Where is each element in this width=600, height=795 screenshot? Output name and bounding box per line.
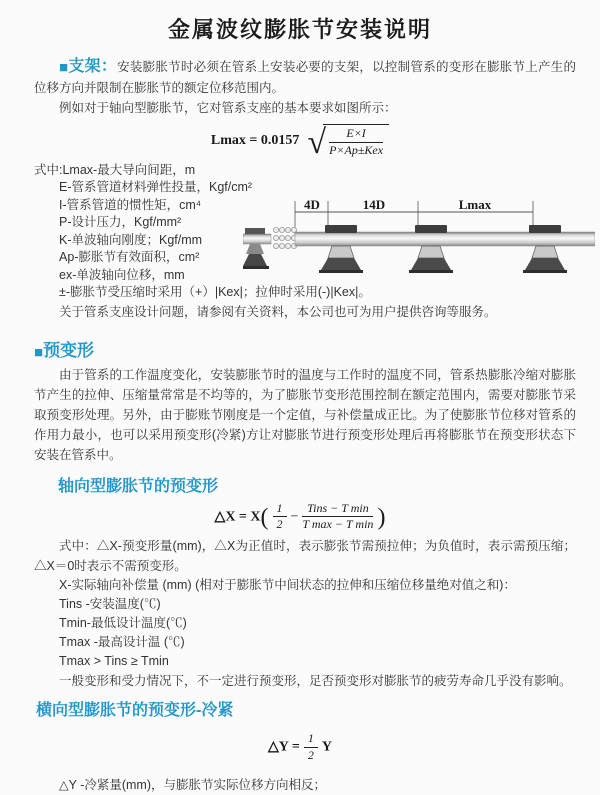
variable-line: Tmin-最低设计温度(℃) — [59, 616, 187, 631]
pipe-support-diagram — [243, 192, 595, 288]
close-paren: ) — [377, 503, 386, 530]
variable-line: Ap-膨胀节有效面积，cm² — [59, 250, 200, 265]
support-section-heading: 支架： — [68, 58, 118, 75]
variable-line: Tmax > Tins ≥ Tmin — [59, 654, 169, 669]
formula-lhs: △X = X — [214, 509, 261, 525]
variable-line: ex-单波轴向位移，mm — [59, 267, 185, 282]
axial-explain-paragraph: 式中：△X-预变形量(mm)，△X为正值时，表示膨张节需预拉伸；为负值时，表示需预压缩；△X＝0时表示不需预变形。 — [34, 539, 576, 574]
fraction-denominator: 2 — [307, 747, 314, 762]
lateral-explain-line: △Y -冷紧量(mm)，与膨胀节实际位移方向相反； — [59, 777, 327, 792]
variable-line: Tmax -最高设计温 (℃) — [59, 635, 185, 650]
page-title: 金属波纹膨胀节安装说明 — [167, 17, 432, 42]
variable-line: K-单波轴向刚度；Kgf/mm — [59, 232, 203, 247]
temperature-fraction — [302, 502, 373, 533]
predeform-body-paragraph: 由于管系的工作温度变化，安装膨胀节时的温度与工作时的温度不同，管系热膨胀冷缩对膨胀节产生的拉伸、压缩量常常是不均等的，为了膨胀节变形范围控制在额定范围内，需要对膨胀节采取预变形处理。另外，由于膨账节刚度是一个定值，与补偿量成正比。为了使膨胀节位移对管系的作用力最小，也可以采用预变形(冷紧)方让对膨胀节进行预变形处理后再将膨胀节在预变形状态下安装在管系中。 — [34, 367, 576, 462]
fraction-numerator: E×I — [329, 127, 383, 143]
variable-line: 式中:Lmax-最大导向间距，m — [34, 162, 196, 177]
support-example-line: 例如对于轴向型膨胀节，它对管系支座的基本要求如图所示： — [59, 101, 397, 115]
predeform-section-heading — [34, 336, 600, 361]
bellows — [273, 227, 296, 248]
guide-support-1 — [319, 225, 363, 273]
square-root — [307, 123, 389, 161]
dim-label-lmax: Lmax — [458, 197, 492, 212]
dim-label-14d: 14D — [362, 197, 386, 212]
axial-subheading: 轴向型膨胀节的预变形 — [58, 477, 219, 495]
variable-line: Tins -安装温度(℃) — [59, 597, 161, 612]
radical-sign-icon: √ — [307, 123, 327, 161]
guide-support-3 — [523, 225, 567, 273]
variable-line: I-管系管道的惯性矩，cm⁴ — [59, 197, 202, 212]
axial-variable-list — [34, 576, 576, 671]
support-note-line: 关于管系支座设计问题，请参阅有关资料，本公司也可为用户提供咨询等服务。 — [59, 304, 497, 319]
support-intro-text: 安装膨胀节时必须在管系上安装必要的支架，以控制管系的变形在膨胀节上产生的位移方向并限制在膨胀节的额定位移范围内。 — [34, 60, 576, 95]
guide-spacing-formula — [0, 123, 600, 161]
square-bullet-icon: ■ — [59, 59, 69, 76]
half-fraction — [273, 502, 287, 533]
formula-fraction — [329, 127, 383, 158]
formula-lhs: Lmax = 0.0157 — [210, 133, 300, 149]
fraction-denominator: 2 — [276, 517, 283, 532]
guide-support-2 — [409, 225, 453, 273]
main-pipe — [295, 232, 595, 246]
fraction-denominator: T max − T min — [302, 517, 374, 532]
lateral-subheading: 横向型膨胀节的预变形-冷紧 — [36, 702, 234, 720]
axial-closing-line: 一般变形和受力情况下，不一定进行预变形，足否预变形对膨胀节的疲劳寿命几乎没有影响。 — [59, 674, 572, 689]
fraction-numerator: Tins − T min — [302, 502, 373, 518]
axial-predeform-formula — [0, 502, 600, 533]
support-intro-paragraph — [34, 57, 576, 98]
fraction-denominator: P×Ap±Kex — [329, 142, 384, 157]
predeform-heading-text: 预变形 — [43, 340, 95, 360]
square-bullet-icon: ■ — [34, 343, 44, 361]
open-paren: ( — [260, 503, 269, 530]
fraction-numerator: 1 — [273, 502, 287, 518]
variable-line: X-实际轴向补偿量 (mm) (相对于膨胀节中间状态的拉伸和压缩位移量绝对值之和)： — [59, 578, 516, 593]
formula-lhs: △Y = — [268, 739, 300, 755]
dim-label-4d: 4D — [304, 197, 320, 212]
variable-line: ±-膨胀节受压缩时采用（+）|Kex|；拉伸时采用(-)|Kex|。 — [59, 285, 371, 300]
minus-operator: − — [290, 509, 299, 525]
fraction-numerator: 1 — [304, 732, 318, 748]
variable-line: E-管系管道材料弹性投量，Kgf/cm² — [59, 180, 253, 195]
variable-line: P-设计压力，Kgf/mm² — [59, 215, 182, 230]
stub-pipe — [243, 234, 271, 244]
formula-rhs: Y — [321, 739, 332, 755]
